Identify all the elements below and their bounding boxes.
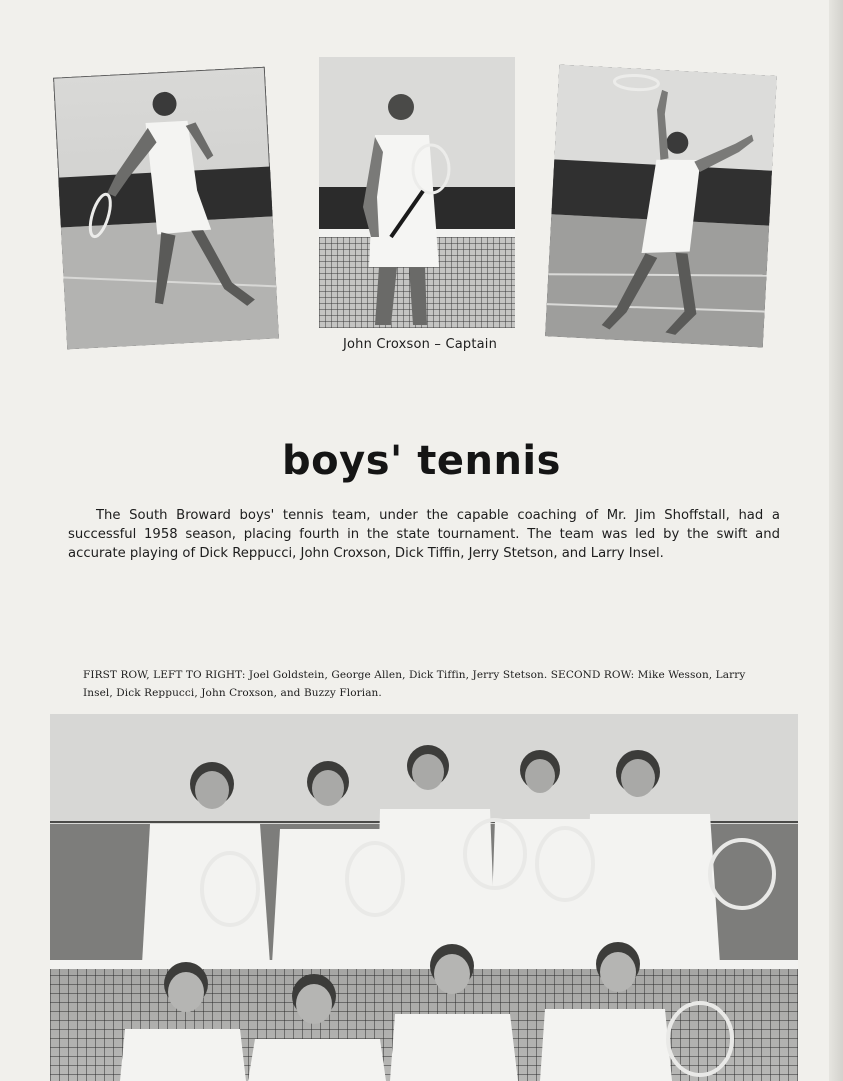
team-group-photo (50, 714, 798, 1081)
page-title: boys' tennis (282, 438, 561, 484)
photo-captain (319, 57, 515, 328)
page-edge-shadow (829, 0, 843, 1081)
team-roster-caption: FIRST ROW, LEFT TO RIGHT: Joel Goldstein, George Allen, Dick Tiffin, Jerry Stetson. SECOND ROW: Mike Wesson, Larry Insel, Dick Reppucci, John Croxson, and Buzzy Florian. (83, 669, 746, 699)
captain-caption: John Croxson – Captain (342, 337, 498, 352)
article-paragraph: The South Broward boys' tennis team, under the capable coaching of Mr. Jim Shoffstall, had a successful 1958 season, placing fourth in the state tournament. The team was led by the swift and accurate playing of Dick Reppucci, John Croxson, Dick Tiffin, Jerry Stetson, and Larry Insel. (68, 508, 780, 561)
photo-player-serve (545, 64, 777, 347)
photo-player-forehand (53, 67, 279, 350)
